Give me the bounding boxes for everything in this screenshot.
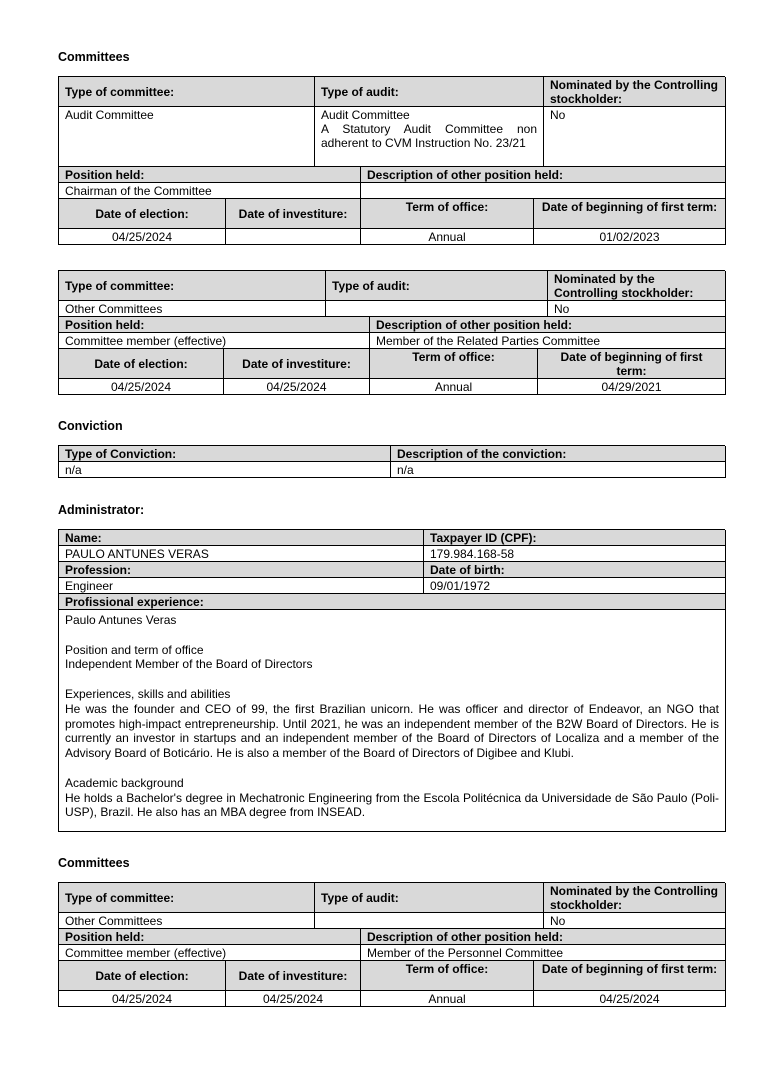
date-of-election-value: 04/25/2024 [59, 379, 224, 395]
type-of-committee-value: Other Committees [59, 301, 326, 317]
type-of-conviction-value: n/a [59, 462, 391, 478]
experience-position: Independent Member of the Board of Directors [65, 657, 313, 672]
position-held-value: Committee member (effective) [59, 945, 361, 961]
experience-skills-title: Experiences, skills and abilities [65, 686, 231, 701]
professional-experience-label: Profissional experience: [59, 594, 726, 610]
committee-table-related-parties [58, 270, 725, 395]
date-beginning-first-term-label: Date of beginning of first term: [534, 961, 726, 991]
type-of-audit-value [326, 301, 548, 317]
experience-skills: He was the founder and CEO of 99, the first Brazilian unicorn. He was officer and director of Endeavor, an NGO that promotes high-impact entrepreneurship. Until 2021, he was an independent member of the B2W Board of Directors. He is currently an investor in startups and an independent member of the Board of Directors of Localiza and a member of the Advisory Board of Boticário. He is also a member of the Board of Directors of Digibee and Klubi. [65, 701, 719, 761]
position-held-label: Position held: [59, 317, 370, 333]
date-of-birth-label: Date of birth: [424, 562, 726, 578]
taxpayer-id-value: 179.984.168-58 [424, 546, 726, 562]
term-of-office-value: Annual [361, 991, 534, 1007]
type-of-committee-value: Audit Committee [59, 107, 315, 167]
date-of-investiture-value [226, 229, 361, 245]
nominated-value: No [544, 913, 726, 929]
description-of-conviction-value: n/a [391, 462, 726, 478]
term-of-office-label: Term of office: [370, 349, 538, 379]
date-of-investiture-label: Date of investiture: [226, 199, 361, 229]
nominated-label: Nominated by the Controlling stockholder: [544, 77, 726, 107]
description-of-conviction-label: Description of the conviction: [391, 446, 726, 462]
committees-heading: Committees [58, 50, 130, 64]
description-other-position-value [361, 183, 726, 199]
name-value: PAULO ANTUNES VERAS [59, 546, 424, 562]
date-of-election-value: 04/25/2024 [59, 991, 226, 1007]
type-of-committee-label: Type of committee: [59, 77, 315, 107]
position-held-label: Position held: [59, 929, 361, 945]
date-of-investiture-value: 04/25/2024 [224, 379, 370, 395]
type-of-conviction-label: Type of Conviction: [59, 446, 391, 462]
term-of-office-label: Term of office: [361, 199, 534, 229]
type-of-audit-value [315, 913, 544, 929]
experience-position-title: Position and term of office [65, 642, 204, 657]
administrator-heading: Administrator: [58, 503, 145, 517]
description-other-position-label: Description of other position held: [361, 929, 726, 945]
profession-label: Profession: [59, 562, 424, 578]
date-of-election-label: Date of election: [59, 961, 226, 991]
taxpayer-id-label: Taxpayer ID (CPF): [424, 530, 726, 546]
committee-table-audit [58, 76, 725, 245]
date-of-investiture-label: Date of investiture: [226, 961, 361, 991]
description-other-position-value: Member of the Related Parties Committee [370, 333, 726, 349]
type-of-audit-value: Audit Committee A Statutory Audit Committee non adherent to CVM Instruction No. 23/21 [315, 107, 544, 167]
description-other-position-label: Description of other position held: [370, 317, 726, 333]
type-of-committee-label: Type of committee: [59, 883, 315, 913]
date-beginning-first-term-value: 04/25/2024 [534, 991, 726, 1007]
committee-table-personnel [58, 882, 725, 1007]
position-held-value: Committee member (effective) [59, 333, 370, 349]
type-of-committee-label: Type of committee: [59, 271, 326, 301]
type-of-audit-label: Type of audit: [315, 77, 544, 107]
date-beginning-first-term-value: 04/29/2021 [538, 379, 726, 395]
date-beginning-first-term-label: Date of beginning of first term: [534, 199, 726, 229]
date-of-election-label: Date of election: [59, 349, 224, 379]
date-of-election-label: Date of election: [59, 199, 226, 229]
experience-academic-title: Academic background [65, 775, 184, 790]
description-other-position-label: Description of other position held: [361, 167, 726, 183]
administrator-table [58, 529, 725, 832]
nominated-value: No [544, 107, 726, 167]
date-beginning-first-term-label: Date of beginning of first term: [538, 349, 726, 379]
type-of-committee-value: Other Committees [59, 913, 315, 929]
date-of-investiture-label: Date of investiture: [224, 349, 370, 379]
term-of-office-value: Annual [361, 229, 534, 245]
type-of-audit-label: Type of audit: [315, 883, 544, 913]
date-beginning-first-term-value: 01/02/2023 [534, 229, 726, 245]
term-of-office-value: Annual [370, 379, 538, 395]
experience-academic: He holds a Bachelor's degree in Mechatronic Engineering from the Escola Politécnica da Universidade de São Paulo (Poli-USP), Brazil. He also has an MBA degree from INSEAD. [65, 790, 719, 820]
professional-experience-text [59, 610, 726, 832]
conviction-heading: Conviction [58, 419, 123, 433]
position-held-label: Position held: [59, 167, 361, 183]
date-of-birth-value: 09/01/1972 [424, 578, 726, 594]
date-of-election-value: 04/25/2024 [59, 229, 226, 245]
nominated-label: Nominated by the Controlling stockholder: [548, 271, 726, 301]
nominated-label: Nominated by the Controlling stockholder: [544, 883, 726, 913]
experience-name: Paulo Antunes Veras [65, 613, 177, 627]
type-of-audit-label: Type of audit: [326, 271, 548, 301]
position-held-value: Chairman of the Committee [59, 183, 361, 199]
conviction-table [58, 445, 725, 478]
committees-heading-2: Committees [58, 856, 130, 870]
date-of-investiture-value: 04/25/2024 [226, 991, 361, 1007]
name-label: Name: [59, 530, 424, 546]
term-of-office-label: Term of office: [361, 961, 534, 991]
description-other-position-value: Member of the Personnel Committee [361, 945, 726, 961]
profession-value: Engineer [59, 578, 424, 594]
nominated-value: No [548, 301, 726, 317]
